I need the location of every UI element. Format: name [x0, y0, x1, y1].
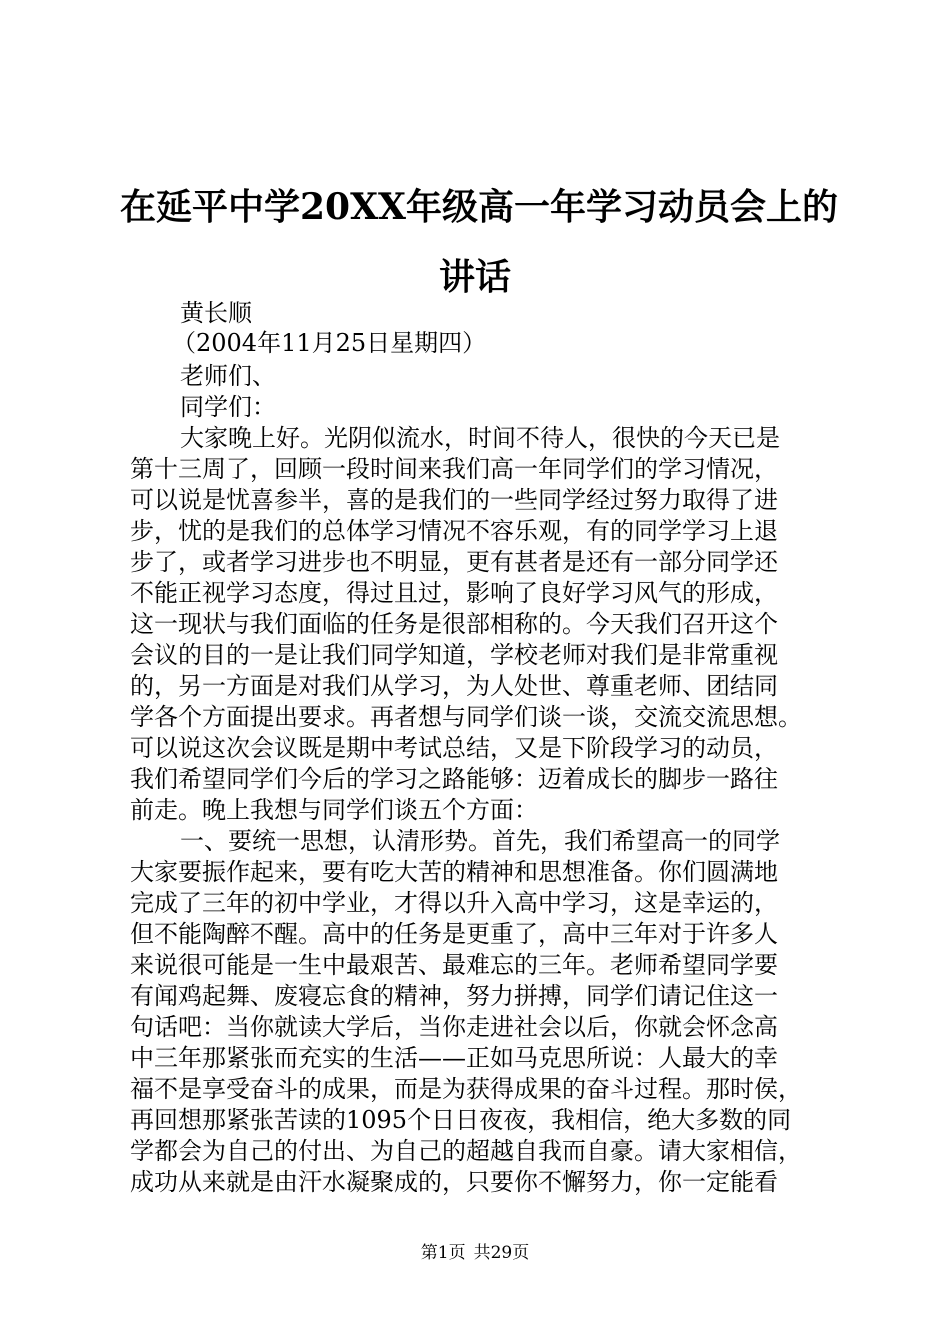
paragraph-1-line: 会议的目的一是让我们同学知道，学校老师对我们是非常重视	[130, 641, 778, 669]
title-line-2: 讲话	[438, 256, 511, 298]
paragraph-2-line: 大家要振作起来，要有吃大苦的精神和思想准备。你们圆满地	[130, 858, 778, 886]
paragraph-2-line: 学都会为自己的付出、为自己的超越自我而自豪。请大家相信，	[130, 1137, 802, 1165]
paragraph-2-line: 成功从来就是由汗水凝聚成的，只要你不懈努力，你一定能看	[130, 1168, 778, 1196]
paragraph-1-line: 第十三周了，回顾一段时间来我们高一年同学们的学习情况，	[130, 455, 778, 483]
title-line-1: 在延平中学20XX年级高一年学习动员会上的	[120, 186, 838, 228]
paragraph-1-line: 学各个方面提出要求。再者想与同学们谈一谈，交流交流思想。	[130, 703, 802, 731]
paragraph-2-line: 中三年那紧张而充实的生活——正如马克思所说：人最大的幸	[130, 1044, 778, 1072]
document-title	[120, 172, 838, 312]
paragraph-2-line: 再回想那紧张苦读的1095个日日夜夜，我相信，绝大多数的同	[130, 1106, 792, 1134]
page-number: 第1页	[420, 1243, 466, 1263]
paragraph-2-line: 来说很可能是一生中最艰苦、最难忘的三年。老师希望同学要	[130, 951, 778, 979]
paragraph-1-line: 可以说这次会议既是期中考试总结，又是下阶段学习的动员，	[130, 734, 778, 762]
paragraph-2-line: 完成了三年的初中学业，才得以升入高中学习，这是幸运的，	[130, 889, 778, 917]
page-footer	[0, 1242, 950, 1264]
paragraph-1-line: 大家晚上好。光阴似流水，时间不待人，很快的今天已是	[180, 424, 780, 452]
salutation-students: 同学们：	[180, 393, 276, 421]
paragraph-2-line: 但不能陶醉不醒。高中的任务是更重了，高中三年对于许多人	[130, 920, 778, 948]
paragraph-1-line: 可以说是忧喜参半，喜的是我们的一些同学经过努力取得了进	[130, 486, 778, 514]
paragraph-1-line: 这一现状与我们面临的任务是很部相称的。今天我们召开这个	[130, 610, 778, 638]
page-total: 共29页	[473, 1243, 530, 1263]
salutation-teachers: 老师们、	[180, 362, 276, 390]
paragraph-2-line: 福不是享受奋斗的成果，而是为获得成果的奋斗过程。那时侯，	[130, 1075, 802, 1103]
paragraph-2-line: 句话吧：当你就读大学后，当你走进社会以后，你就会怀念高	[130, 1013, 778, 1041]
paragraph-1-line: 步了，或者学习进步也不明显，更有甚者是还有一部分同学还	[130, 548, 778, 576]
paragraph-1-line: 不能正视学习态度，得过且过，影响了良好学习风气的形成，	[130, 579, 778, 607]
author-name: 黄长顺	[180, 299, 252, 327]
paragraph-1-line: 的，另一方面是对我们从学习，为人处世、尊重老师、团结同	[130, 672, 778, 700]
paragraph-1-line: 前走。晚上我想与同学们谈五个方面：	[130, 796, 538, 824]
speech-date: （2004年11月25日星期四）	[172, 329, 487, 357]
paragraph-1-line: 我们希望同学们今后的学习之路能够：迈着成长的脚步一路往	[130, 765, 778, 793]
paragraph-1-line: 步，忧的是我们的总体学习情况不容乐观，有的同学学习上退	[130, 517, 778, 545]
paragraph-2-line: 一、要统一思想，认清形势。首先，我们希望高一的同学	[180, 827, 780, 855]
paragraph-2-line: 有闻鸡起舞、废寝忘食的精神，努力拼搏，同学们请记住这一	[130, 982, 778, 1010]
